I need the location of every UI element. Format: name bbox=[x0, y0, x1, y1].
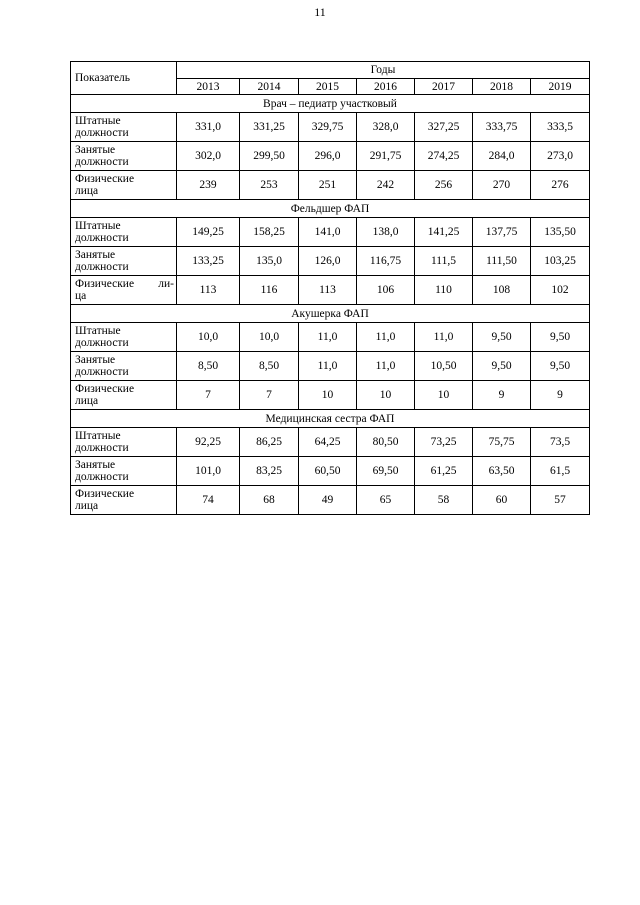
value-cell: 68 bbox=[240, 486, 299, 515]
table-row bbox=[71, 276, 590, 305]
row-label-line: должности bbox=[75, 127, 129, 139]
value-cell: 106 bbox=[357, 276, 415, 305]
value-cell: 110 bbox=[415, 276, 473, 305]
value-cell: 9 bbox=[473, 381, 531, 410]
value-cell: 158,25 bbox=[240, 218, 299, 247]
value-cell: 328,0 bbox=[357, 113, 415, 142]
value-cell: 108 bbox=[473, 276, 531, 305]
value-cell: 10 bbox=[299, 381, 357, 410]
row-label bbox=[71, 486, 177, 515]
row-label bbox=[71, 142, 177, 171]
value-cell: 7 bbox=[240, 381, 299, 410]
year-header: 2014 bbox=[240, 79, 299, 95]
years-header: Годы bbox=[177, 62, 590, 79]
row-label bbox=[71, 323, 177, 352]
row-label bbox=[71, 428, 177, 457]
value-cell: 73,5 bbox=[531, 428, 590, 457]
value-cell: 113 bbox=[177, 276, 240, 305]
value-cell: 75,75 bbox=[473, 428, 531, 457]
value-cell: 274,25 bbox=[415, 142, 473, 171]
value-cell: 60 bbox=[473, 486, 531, 515]
value-cell: 10,0 bbox=[240, 323, 299, 352]
year-header: 2017 bbox=[415, 79, 473, 95]
row-label-line: должности bbox=[75, 366, 129, 378]
row-label-line: должности bbox=[75, 442, 129, 454]
value-cell: 11,0 bbox=[415, 323, 473, 352]
value-cell: 256 bbox=[415, 171, 473, 200]
value-cell: 83,25 bbox=[240, 457, 299, 486]
value-cell: 135,0 bbox=[240, 247, 299, 276]
value-cell: 9 bbox=[531, 381, 590, 410]
value-cell: 284,0 bbox=[473, 142, 531, 171]
value-cell: 9,50 bbox=[473, 352, 531, 381]
table-row bbox=[71, 142, 590, 171]
row-label-line: Физические ли- bbox=[75, 278, 174, 290]
value-cell: 135,50 bbox=[531, 218, 590, 247]
row-label bbox=[71, 171, 177, 200]
value-cell: 137,75 bbox=[473, 218, 531, 247]
value-cell: 133,25 bbox=[177, 247, 240, 276]
value-cell: 291,75 bbox=[357, 142, 415, 171]
row-label-line: должности bbox=[75, 156, 129, 168]
table-row bbox=[71, 486, 590, 515]
row-label bbox=[71, 247, 177, 276]
value-cell: 102 bbox=[531, 276, 590, 305]
value-cell: 101,0 bbox=[177, 457, 240, 486]
value-cell: 329,75 bbox=[299, 113, 357, 142]
table-row bbox=[71, 323, 590, 352]
year-header: 2015 bbox=[299, 79, 357, 95]
value-cell: 61,25 bbox=[415, 457, 473, 486]
value-cell: 239 bbox=[177, 171, 240, 200]
year-header: 2018 bbox=[473, 79, 531, 95]
value-cell: 10 bbox=[357, 381, 415, 410]
staffing-table bbox=[70, 61, 590, 515]
value-cell: 58 bbox=[415, 486, 473, 515]
row-label-line: лица bbox=[75, 185, 99, 197]
row-label-line: лица bbox=[75, 395, 99, 407]
value-cell: 80,50 bbox=[357, 428, 415, 457]
row-label-line: Штатные bbox=[75, 325, 121, 337]
value-cell: 73,25 bbox=[415, 428, 473, 457]
value-cell: 103,25 bbox=[531, 247, 590, 276]
value-cell: 113 bbox=[299, 276, 357, 305]
table-row bbox=[71, 457, 590, 486]
table-row bbox=[71, 247, 590, 276]
value-cell: 11,0 bbox=[299, 323, 357, 352]
row-label-line: ца bbox=[75, 290, 87, 302]
row-label-line: Занятые bbox=[75, 459, 116, 471]
page-number: 11 bbox=[314, 5, 326, 19]
row-label-line: должности bbox=[75, 337, 129, 349]
value-cell: 74 bbox=[177, 486, 240, 515]
section-title: Акушерка ФАП bbox=[71, 305, 590, 323]
value-cell: 296,0 bbox=[299, 142, 357, 171]
value-cell: 9,50 bbox=[531, 352, 590, 381]
value-cell: 149,25 bbox=[177, 218, 240, 247]
row-label bbox=[71, 352, 177, 381]
value-cell: 251 bbox=[299, 171, 357, 200]
value-cell: 64,25 bbox=[299, 428, 357, 457]
value-cell: 299,50 bbox=[240, 142, 299, 171]
row-label-line: должности bbox=[75, 471, 129, 483]
table-row bbox=[71, 218, 590, 247]
value-cell: 9,50 bbox=[531, 323, 590, 352]
year-header: 2013 bbox=[177, 79, 240, 95]
value-cell: 141,25 bbox=[415, 218, 473, 247]
value-cell: 10,50 bbox=[415, 352, 473, 381]
row-label bbox=[71, 457, 177, 486]
value-cell: 270 bbox=[473, 171, 531, 200]
row-label-line: Штатные bbox=[75, 430, 121, 442]
section-title: Врач – педиатр участковый bbox=[71, 95, 590, 113]
value-cell: 57 bbox=[531, 486, 590, 515]
value-cell: 10 bbox=[415, 381, 473, 410]
table-row bbox=[71, 352, 590, 381]
row-label-line: Занятые bbox=[75, 354, 116, 366]
table-row bbox=[71, 428, 590, 457]
value-cell: 242 bbox=[357, 171, 415, 200]
value-cell: 65 bbox=[357, 486, 415, 515]
row-label bbox=[71, 276, 177, 305]
section-title: Медицинская сестра ФАП bbox=[71, 410, 590, 428]
section-title: Фельдшер ФАП bbox=[71, 200, 590, 218]
value-cell: 8,50 bbox=[177, 352, 240, 381]
value-cell: 331,0 bbox=[177, 113, 240, 142]
value-cell: 276 bbox=[531, 171, 590, 200]
value-cell: 86,25 bbox=[240, 428, 299, 457]
table-row bbox=[71, 113, 590, 142]
value-cell: 327,25 bbox=[415, 113, 473, 142]
value-cell: 10,0 bbox=[177, 323, 240, 352]
value-cell: 331,25 bbox=[240, 113, 299, 142]
value-cell: 116 bbox=[240, 276, 299, 305]
value-cell: 63,50 bbox=[473, 457, 531, 486]
value-cell: 11,0 bbox=[357, 323, 415, 352]
year-header: 2019 bbox=[531, 79, 590, 95]
value-cell: 253 bbox=[240, 171, 299, 200]
row-label-line: Занятые bbox=[75, 144, 116, 156]
value-cell: 11,0 bbox=[357, 352, 415, 381]
row-label-line: должности bbox=[75, 261, 129, 273]
value-cell: 69,50 bbox=[357, 457, 415, 486]
value-cell: 7 bbox=[177, 381, 240, 410]
row-label-line: должности bbox=[75, 232, 129, 244]
value-cell: 333,75 bbox=[473, 113, 531, 142]
value-cell: 141,0 bbox=[299, 218, 357, 247]
row-label-line: Занятые bbox=[75, 249, 116, 261]
row-label bbox=[71, 381, 177, 410]
row-label-line: лица bbox=[75, 500, 99, 512]
value-cell: 273,0 bbox=[531, 142, 590, 171]
row-label-line: Физические bbox=[75, 488, 135, 500]
value-cell: 8,50 bbox=[240, 352, 299, 381]
table-body bbox=[71, 95, 590, 515]
row-label-line: Штатные bbox=[75, 115, 121, 127]
value-cell: 116,75 bbox=[357, 247, 415, 276]
value-cell: 138,0 bbox=[357, 218, 415, 247]
year-header: 2016 bbox=[357, 79, 415, 95]
indicator-header: Показатель bbox=[71, 62, 177, 95]
value-cell: 49 bbox=[299, 486, 357, 515]
value-cell: 60,50 bbox=[299, 457, 357, 486]
value-cell: 9,50 bbox=[473, 323, 531, 352]
value-cell: 111,50 bbox=[473, 247, 531, 276]
value-cell: 333,5 bbox=[531, 113, 590, 142]
value-cell: 92,25 bbox=[177, 428, 240, 457]
value-cell: 126,0 bbox=[299, 247, 357, 276]
row-label-line: Физические bbox=[75, 383, 135, 395]
table-row bbox=[71, 171, 590, 200]
row-label bbox=[71, 113, 177, 142]
value-cell: 111,5 bbox=[415, 247, 473, 276]
row-label-line: Физические bbox=[75, 173, 135, 185]
value-cell: 302,0 bbox=[177, 142, 240, 171]
value-cell: 61,5 bbox=[531, 457, 590, 486]
value-cell: 11,0 bbox=[299, 352, 357, 381]
row-label bbox=[71, 218, 177, 247]
table-row bbox=[71, 381, 590, 410]
row-label-line: Штатные bbox=[75, 220, 121, 232]
